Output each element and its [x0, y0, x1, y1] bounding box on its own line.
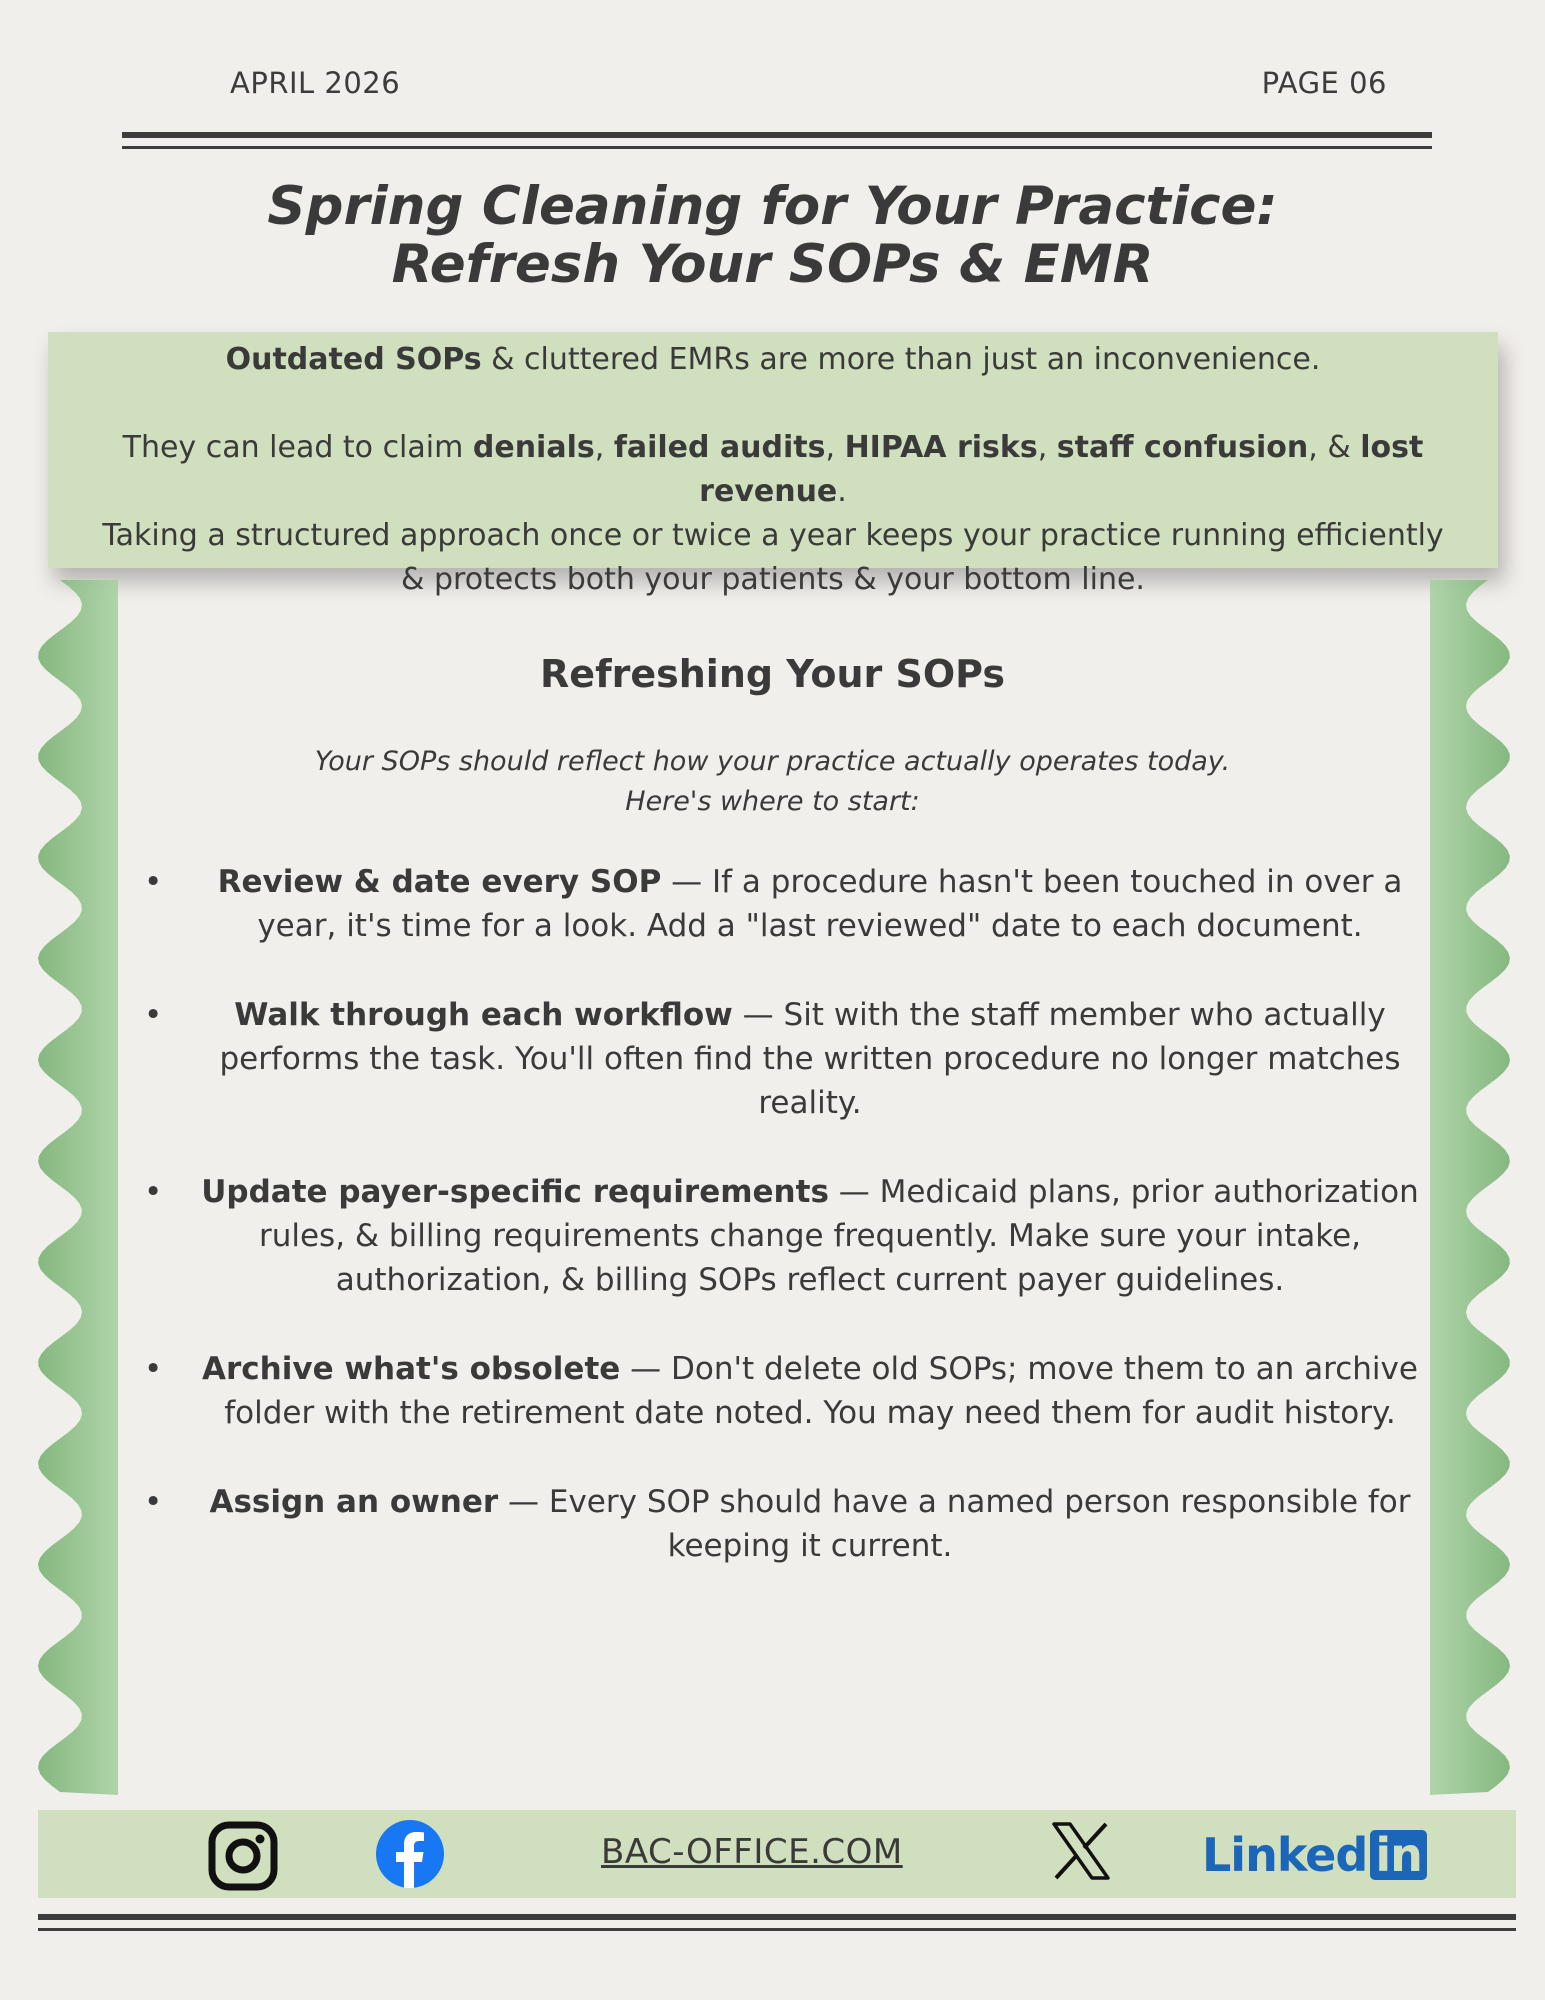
instagram-icon[interactable] [208, 1821, 278, 1891]
title-line-1: Spring Cleaning for Your Practice: [267, 176, 1278, 237]
bullet-dot-icon: • [144, 997, 163, 1033]
item-heading: Assign an owner [209, 1484, 499, 1520]
intro-line-3: & protects both your patients & your bottom line. [401, 562, 1145, 597]
item-heading: Review & date every SOP [217, 864, 662, 900]
section-title: Refreshing Your SOPs [540, 652, 1005, 696]
intro-sep: , [1037, 430, 1057, 465]
intro-text: & cluttered EMRs are more than just an inconvenience. [481, 342, 1321, 377]
intro-sep: , & [1308, 430, 1361, 465]
linkedin-icon[interactable] [1202, 1828, 1427, 1882]
sop-checklist [140, 860, 1430, 1613]
intro-bold-outdated-sops: Outdated SOPs [225, 342, 482, 377]
item-text: — Every SOP should have a named person responsible for keeping it current. [498, 1484, 1411, 1564]
list-item [140, 1170, 1430, 1302]
header-rule-thick [122, 132, 1432, 138]
item-text: — Medicaid plans, prior authorization rules, & billing requirements change frequently. Make sure your intake, authorization, & billing SOPs reflect current payer guidelines. [258, 1174, 1419, 1298]
intro-sep: , [594, 430, 614, 465]
facebook-icon[interactable] [376, 1820, 444, 1888]
intro-bold-lost-revenue: lost revenue [699, 430, 1424, 509]
list-item [140, 993, 1430, 1125]
intro-bold-failed-audits: failed audits [613, 430, 826, 465]
bullet-dot-icon: • [144, 864, 163, 900]
website-link[interactable]: BAC-OFFICE.COM [601, 1832, 903, 1872]
bullet-dot-icon: • [144, 1174, 163, 1210]
intro-bold-staff-confusion: staff confusion [1056, 430, 1309, 465]
linkedin-wordmark: Linked [1202, 1828, 1368, 1882]
lede-line-1: Your SOPs should reflect how your practice actually operates today. [314, 746, 1231, 777]
article-title [0, 178, 1545, 294]
intro-text: They can lead to claim [122, 430, 473, 465]
intro-sep: . [837, 474, 847, 509]
footer-rule-thin [38, 1928, 1516, 1931]
linkedin-in-badge: in [1370, 1830, 1427, 1880]
intro-paragraph-2 [48, 426, 1498, 602]
intro-paragraph-1 [48, 332, 1498, 382]
bullet-dot-icon: • [144, 1484, 163, 1520]
item-text: — Sit with the staff member who actually performs the task. You'll often find the written procedure no longer matches reality. [219, 997, 1401, 1121]
issue-date: APRIL 2026 [230, 66, 401, 100]
intro-callout [48, 332, 1498, 597]
header-rule-thin [122, 146, 1432, 149]
intro-bold-hipaa-risks: HIPAA risks [844, 430, 1038, 465]
lede-line-2: Here's where to start: [625, 786, 920, 817]
intro-line-2: Taking a structured approach once or twice a year keeps your practice running efficiently [102, 518, 1444, 553]
intro-sep: , [825, 430, 845, 465]
intro-bold-denials: denials [472, 430, 595, 465]
item-heading: Walk through each workflow [234, 997, 733, 1033]
footer-rule-thick [38, 1914, 1516, 1920]
x-icon[interactable] [1050, 1820, 1112, 1882]
item-heading: Archive what's obsolete [202, 1351, 621, 1387]
item-heading: Update payer-specific requirements [201, 1174, 829, 1210]
item-text: — Don't delete old SOPs; move them to an archive folder with the retirement date noted. You may need them for audit history. [224, 1351, 1418, 1431]
title-line-2: Refresh Your SOPs & EMR [391, 234, 1154, 295]
list-item [140, 860, 1430, 948]
page-number: PAGE 06 [1261, 66, 1387, 100]
list-item [140, 1347, 1430, 1435]
bullet-dot-icon: • [144, 1351, 163, 1387]
section-lede [0, 742, 1545, 822]
footer-social-bar [38, 1810, 1516, 1898]
item-text: — If a procedure hasn't been touched in over a year, it's time for a look. Add a "last reviewed" date to each document. [257, 864, 1403, 944]
list-item [140, 1480, 1430, 1568]
